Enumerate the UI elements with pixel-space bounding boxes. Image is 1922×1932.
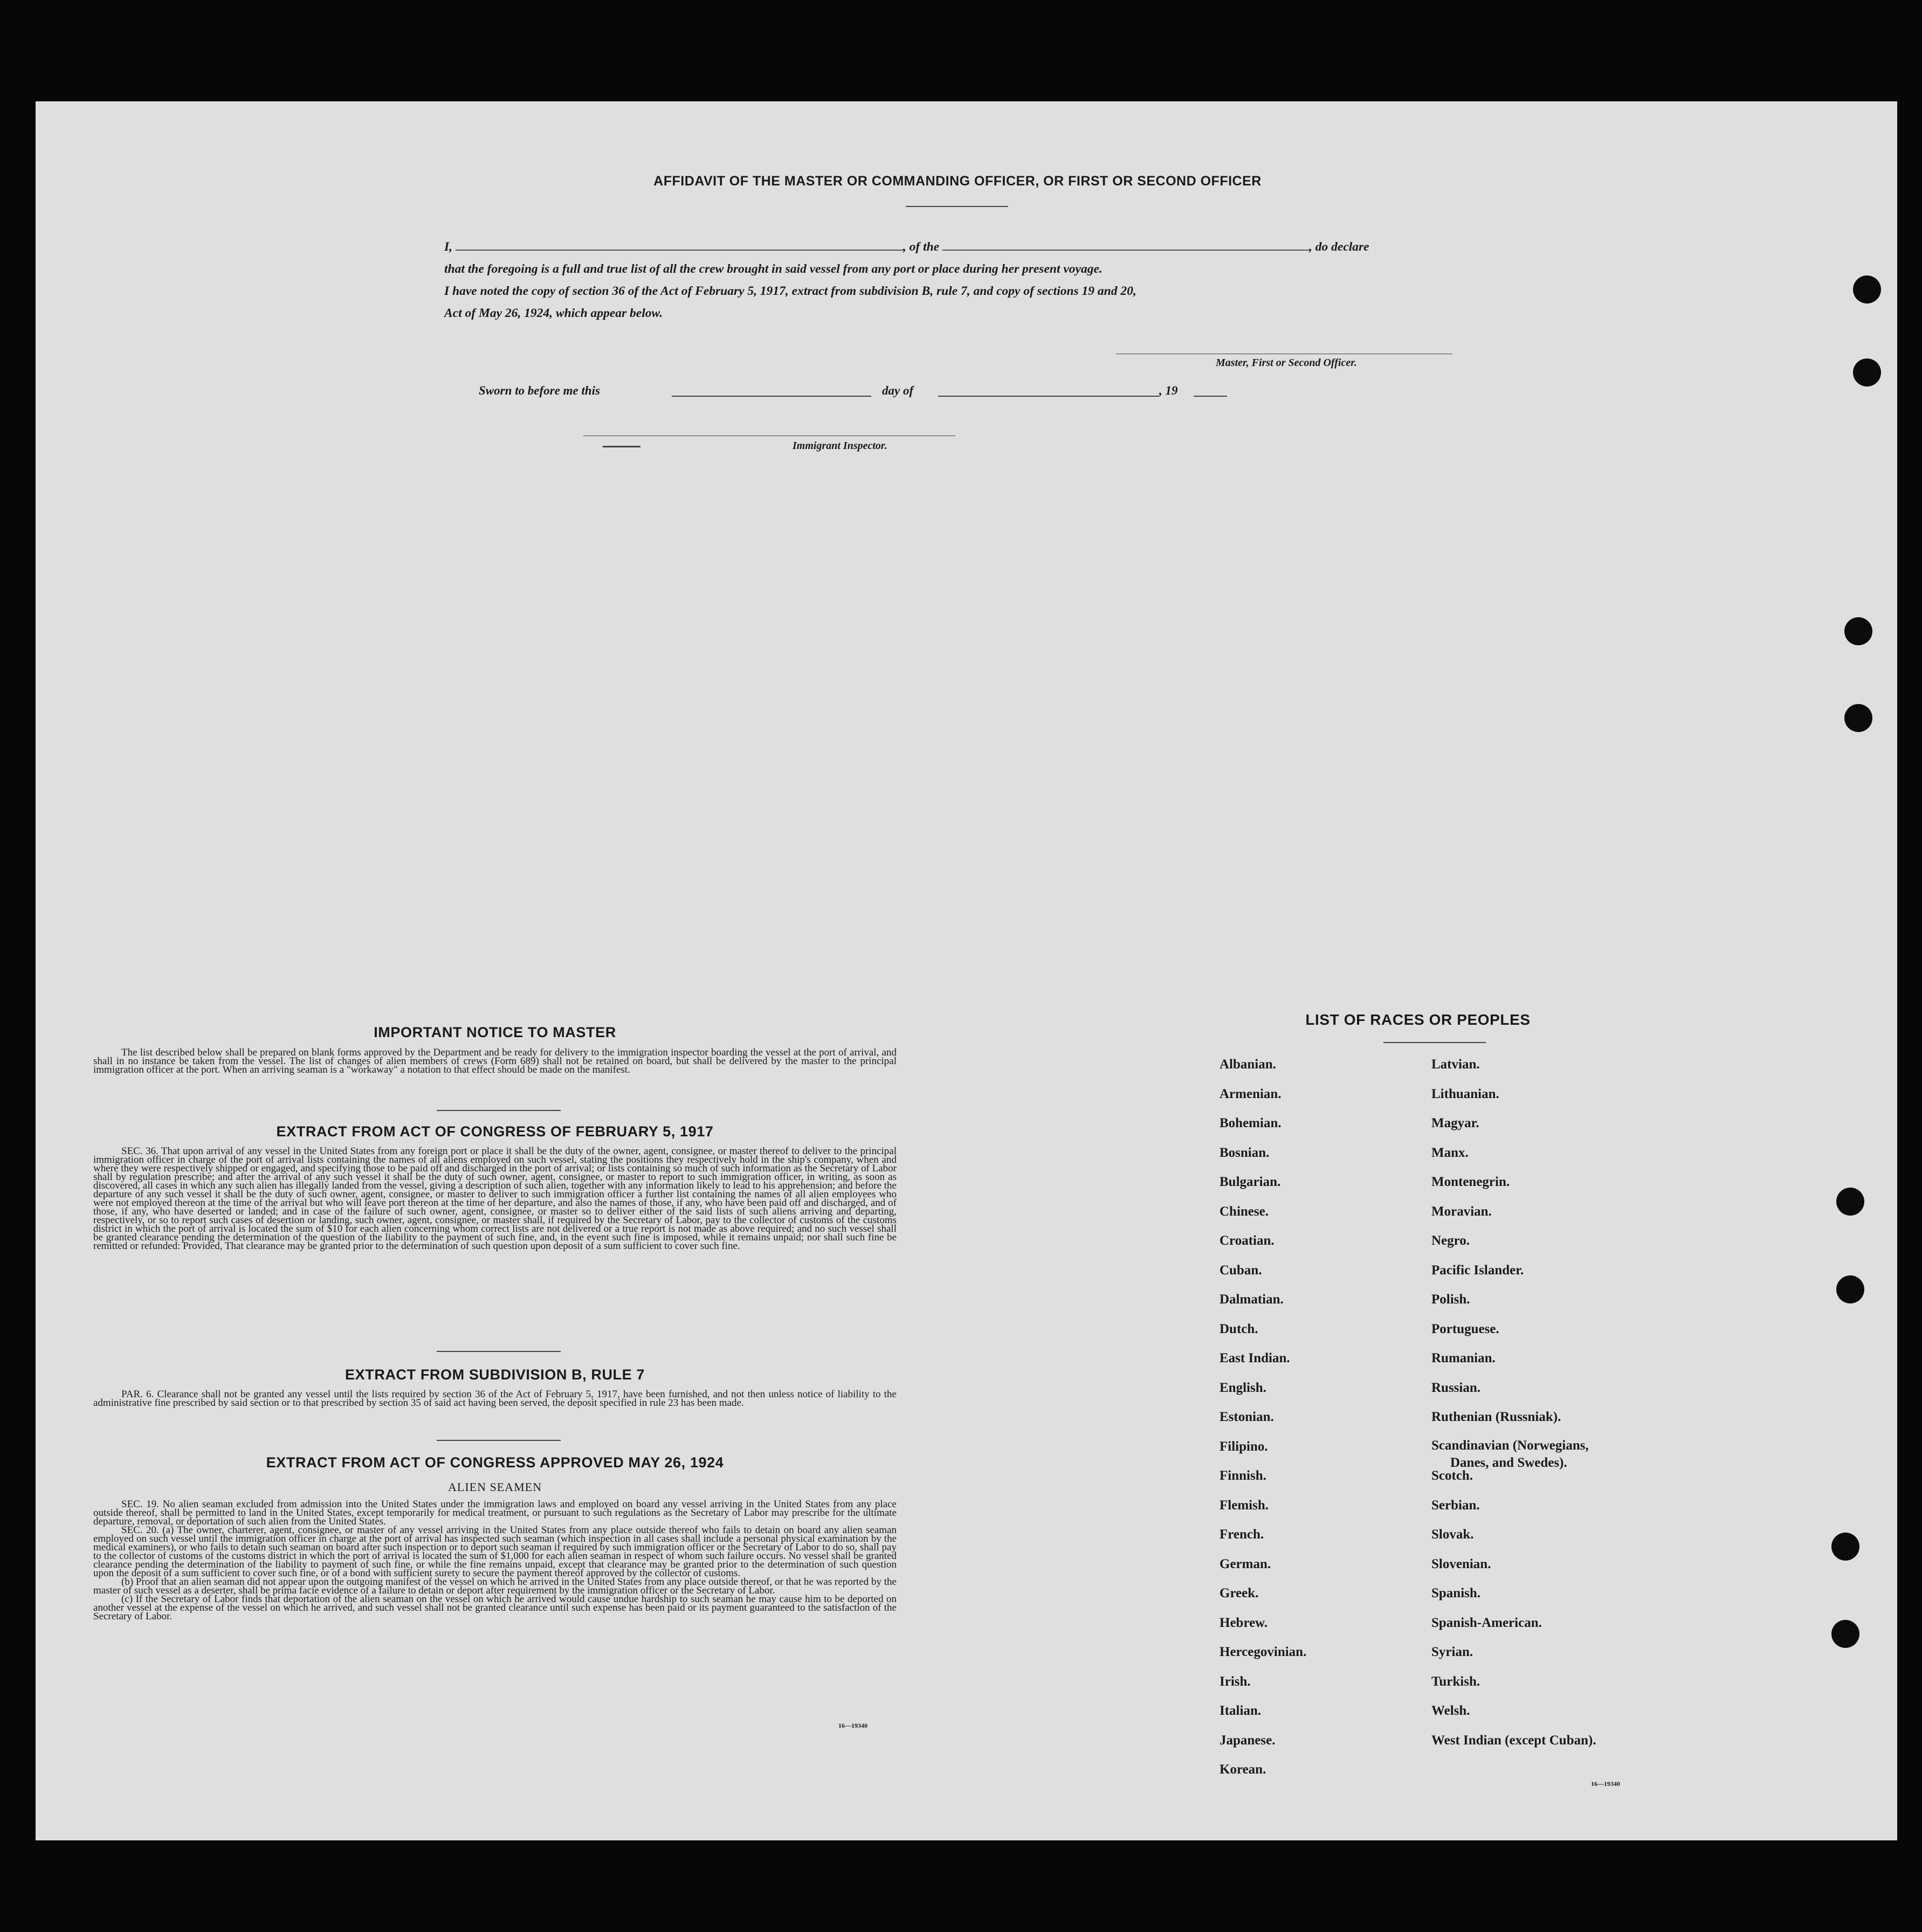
race-item: Portuguese. [1431,1321,1499,1336]
race-item: Italian. [1220,1703,1262,1718]
race-item: Korean. [1220,1762,1266,1777]
race-item: Dalmatian. [1220,1292,1284,1307]
race-item: West Indian (except Cuban). [1431,1733,1596,1748]
race-item: Montenegrin. [1431,1175,1510,1189]
race-item: Hebrew. [1220,1615,1268,1630]
ink-mark [603,446,640,447]
title-divider [906,206,1008,207]
master-name-field[interactable] [456,239,903,251]
vessel-name-field[interactable] [942,239,1309,251]
race-item: Armenian. [1220,1086,1282,1101]
form-code-left: 16—19340 [838,1722,867,1729]
race-item: French. [1220,1527,1264,1542]
race-item: Flemish. [1220,1498,1269,1513]
race-item: English. [1220,1380,1266,1395]
race-item: Spanish-American. [1431,1615,1542,1630]
of-the-label: , of the [903,240,940,254]
race-item: Albanian. [1220,1057,1276,1072]
form-code-right: 16—19340 [1591,1780,1620,1788]
sworn-year-field[interactable] [1194,396,1227,397]
race-item: Manx. [1431,1145,1469,1160]
extract-rule7-text: PAR. 6. Clearance shall not be granted any vessel until the lists required by section 36 of the Act of February 5, 1917, have been furnished, and not then unless notice of liability to the administrative fine prescribed by said section or to that prescribed by section 35 of said act having been served, the deposit specified in rule 23 has been made. [93,1389,897,1409]
race-item: Bulgarian. [1220,1175,1281,1189]
affidavit-line-1: that the foregoing is a full and true list of all the crew brought in said vessel from any port or place during her present voyage. [444,262,1103,276]
affidavit-text [444,236,1474,325]
sworn-day-field[interactable] [672,396,871,397]
extract-1924-text [93,1500,897,1621]
section-divider [437,1440,561,1441]
race-item: Filipino. [1220,1439,1268,1454]
section-divider [437,1351,561,1352]
punch-hole [1844,617,1872,645]
punch-hole [1831,1620,1859,1648]
punch-hole [1831,1533,1859,1561]
race-item: Spanish. [1431,1586,1481,1600]
year-label: , 19 [1159,384,1178,397]
race-item: Scotch. [1431,1468,1473,1483]
punch-hole [1853,358,1881,387]
master-signature-label: Master, First or Second Officer. [1216,357,1357,369]
sec-19-text: SEC. 19. No alien seaman excluded from admission into the United States under the immigration laws and employed on board any vessel arriving in the United States from any place outside thereof, shall be permitted to land in the United States, except temporarily for medical treatment, or pursuant to such regulations as the Secretary of Labor may prescribe for the ultimate departure, removal, or deportation of such alien from the United States. [93,1499,897,1527]
sec-20a-text: SEC. 20. (a) The owner, charterer, agent, consignee, or master of any vessel arriving in the United States from any place outside thereof who fails to detain on board any alien seaman employed on such vessel until the immigration officer in charge at the port of arrival has inspected such seaman (which inspection in all cases shall include a personal physical examination by the medical examiners), or who fails to detain such seaman on board after such inspection or to deport such seaman if required by such immigration officer or the Secretary of Labor to do so, shall pay to the collector of customs of the customs district in which the port of arrival is located the sum of $1,000 for each alien seaman in respect of whom such failure occurs. No vessel shall be granted clearance pending the determination of the liability to payment of such fine, or while the fine remains unpaid, except that clearance may be granted prior to the determination of such question upon the deposit of a sum sufficient to cover such fine, or of a bond with sufficient surety to secure the payment thereof approved by the collector of customs. [93,1524,897,1579]
sworn-month-field[interactable] [938,396,1159,397]
do-declare-label: , do declare [1309,240,1369,254]
punch-hole [1844,704,1872,732]
races-divider [1383,1042,1486,1043]
affidavit-line-2: I have noted the copy of section 36 of the Act of February 5, 1917, extract from subdivision B, rule 7, and copy of sections 19 and 20, [444,284,1136,298]
extract-rule7-title: EXTRACT FROM SUBDIVISION B, RULE 7 [345,1367,645,1383]
race-item: Rumanian. [1431,1351,1496,1365]
race-item: Hercegovinian. [1220,1645,1307,1659]
affidavit-title: AFFIDAVIT OF THE MASTER OR COMMANDING OFFICER, OR FIRST OR SECOND OFFICER [653,174,1262,189]
race-item: Danes, and Swedes). [1450,1455,1567,1470]
race-item: Slovenian. [1431,1556,1491,1571]
race-item: Cuban. [1220,1262,1262,1278]
race-item: Dutch. [1220,1321,1258,1336]
race-item: Chinese. [1220,1204,1269,1219]
race-item: Negro. [1431,1233,1470,1248]
race-item: Magyar. [1431,1116,1479,1130]
race-item: Irish. [1220,1674,1251,1689]
extract-1917-title: EXTRACT FROM ACT OF CONGRESS OF FEBRUARY 5, 1917 [276,1123,714,1140]
race-item: Bosnian. [1220,1145,1270,1160]
race-item: Russian. [1431,1380,1481,1395]
inspector-label: Immigrant Inspector. [793,440,887,452]
race-item: Estonian. [1220,1410,1274,1424]
race-item: Japanese. [1220,1733,1276,1748]
race-item: Scandinavian (Norwegians, [1431,1438,1589,1453]
race-item: German. [1220,1556,1271,1571]
affidavit-line-3: Act of May 26, 1924, which appear below. [444,306,663,320]
race-item: Lithuanian. [1431,1086,1499,1101]
extract-1917-text: SEC. 36. That upon arrival of any vessel in the United States from any foreign port or place it shall be the duty of the owner, agent, consignee, or master thereof to deliver to the principal immigration officer in charge of the port of arrival lists containing the names of all aliens employed on such vessel, stating the positions they respectively hold in the ship's company, when and where they were respectively shipped or engaged, and specifying those to be paid off and discharged in the port of arrival; or lists containing so much of such information as the Secretary of Labor shall by regulation prescribe; and after the arrival of any such vessel it shall be the duty of such owner, agent, consignee, or master to report to such immigration officer, in writing, as soon as discovered, all cases in which any such alien has illegally landed from the vessel, giving a description of such alien, together with any information likely to lead to his apprehension; and before the departure of any such vessel it shall be the duty of such owner, agent, consignee, or master to deliver to such immigration officer a further list containing the names of all alien employees who were not employed thereon at the time of the arrival but who will leave port thereon at the time of her departure, and also the names of those, if any, who have been paid off and discharged, and of those, if any, who have deserted or landed; and in case of the failure of such owner, agent, consignee, or master so to deliver either of the said lists of such aliens arriving and departing, respectively, or so to report such cases of desertion or landing, such owner, agent, consignee, or master shall, if required by the Secretary of Labor, pay to the collector of customs of the customs district in which the port of arrival is located the sum of $10 for each alien concerning whom correct lists are not delivered or a true report is not made as above required; and no such vessel shall be granted clearance pending the determination of the question of the liability to the payment of such fine, and, in the event such fine is imposed, while it remains unpaid; nor shall such fine be remitted or refunded: Provided, That clearance may be granted prior to the determination of such question upon deposit of a sum sufficient to cover such fine. [93,1146,897,1252]
alien-seamen-subtitle: ALIEN SEAMEN [448,1480,542,1494]
notice-text: The list described below shall be prepared on blank forms approved by the Department and be ready for delivery to the immigration inspector boarding the vessel at the port of arrival, and shall in no instance be taken from the vessel. The list of changes of alien members of crews (Form 689) shall not be retained on board, but shall be delivered by the master to the principal immigration officer at the port. When an arriving seaman is a "workaway" a notation to that effect should be made on the manifest. [93,1047,897,1075]
race-item: Latvian. [1431,1057,1480,1072]
race-item: Bohemian. [1220,1116,1282,1130]
day-of-label: day of [882,384,914,397]
extract-1924-title: EXTRACT FROM ACT OF CONGRESS APPROVED MAY 26, 1924 [266,1454,724,1471]
sworn-label: Sworn to before me this [479,384,600,397]
sec-20c-text: (c) If the Secretary of Labor finds that deportation of the alien seaman on the vessel on which he arrived would cause undue hardship to such seaman he may cause him to be deported on another vessel at the expense of the vessel on which he arrived, and such vessel shall not be granted clearance until such expense has been paid or its payment guaranteed to the satisfaction of the Secretary of Labor. [93,1593,897,1622]
race-item: Moravian. [1431,1204,1492,1219]
race-item: Ruthenian (Russniak). [1431,1410,1561,1424]
sec-20b-text: (b) Proof that an alien seaman did not appear upon the outgoing manifest of the vessel on which he arrived in the United States from any place outside thereof, or that he was reported by the master of such vessel as a deserter, shall be prima facie evidence of a failure to detain or deport after requirement by the immigration officer or the Secretary of Labor. [93,1576,897,1596]
punch-hole [1836,1188,1864,1216]
race-item: Serbian. [1431,1498,1480,1513]
race-item: Croatian. [1220,1233,1275,1248]
race-item: Pacific Islander. [1431,1262,1524,1278]
race-item: Finnish. [1220,1468,1266,1483]
race-item: East Indian. [1220,1351,1290,1365]
races-title: LIST OF RACES OR PEOPLES [1305,1011,1531,1028]
punch-hole [1836,1275,1864,1303]
notice-title: IMPORTANT NOTICE TO MASTER [374,1024,616,1040]
race-item: Slovak. [1431,1527,1474,1542]
race-item: Greek. [1220,1586,1259,1600]
punch-hole [1853,275,1881,303]
race-item: Welsh. [1431,1703,1470,1718]
race-item: Syrian. [1431,1645,1473,1659]
race-item: Polish. [1431,1292,1470,1307]
race-item: Turkish. [1431,1674,1480,1689]
i-label: I, [444,240,453,254]
section-divider [437,1110,561,1111]
